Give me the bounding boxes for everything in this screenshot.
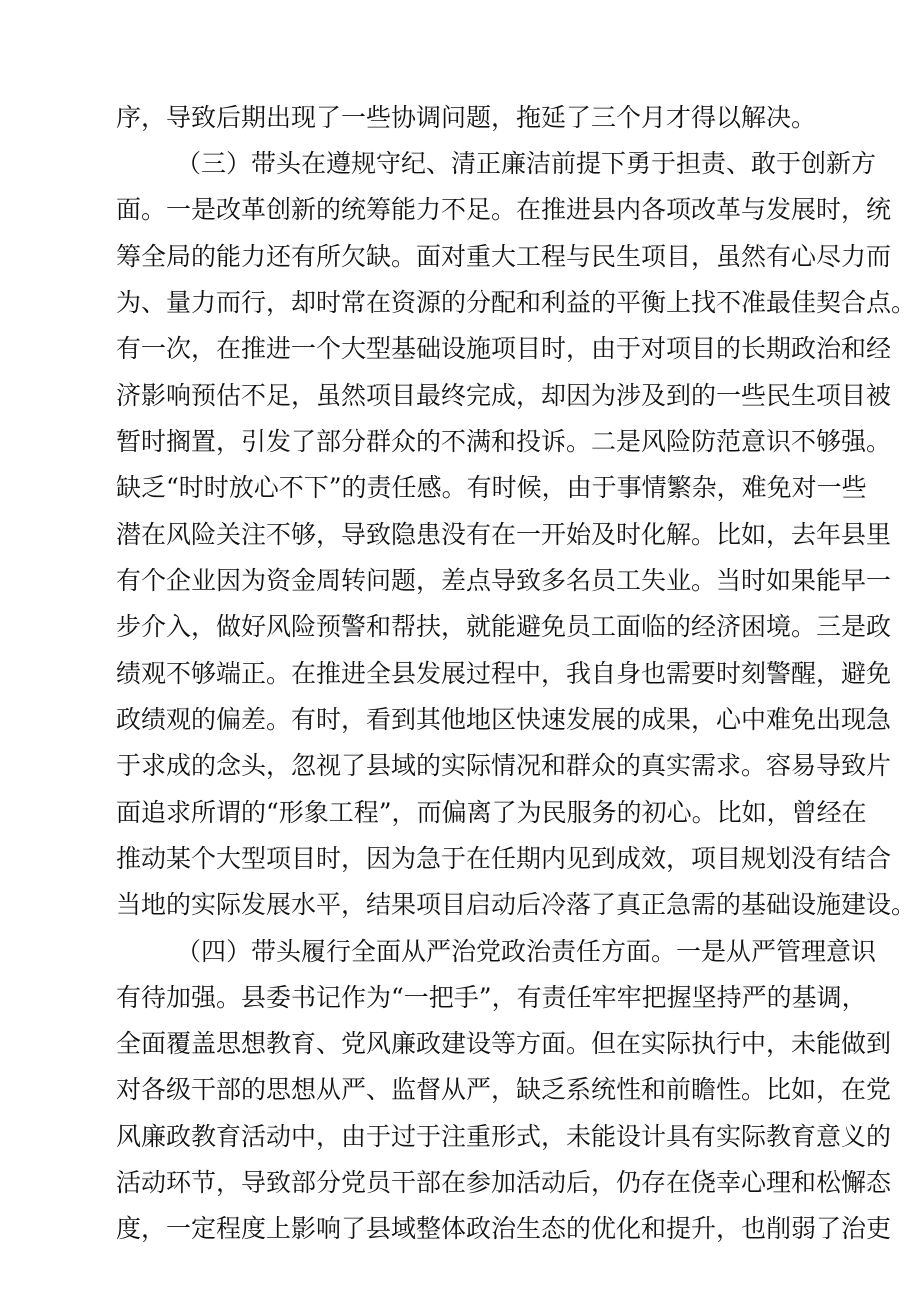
text-line: 暂时搁置，引发了部分群众的不满和投诉。二是风险防范意识不够强。 xyxy=(116,427,892,456)
text-line: 步介入，做好风险预警和帮扶，就能避免员工面临的经济困境。三是政 xyxy=(116,612,892,641)
text-line: 对各级干部的思想从严、监督从严，缺乏系统性和前瞻性。比如，在党 xyxy=(116,1075,892,1104)
text-line: 序，导致后期出现了一些协调问题，拖延了三个月才得以解决。 xyxy=(116,103,817,132)
text-line: 面。一是改革创新的统筹能力不足。在推进县内各项改革与发展时，统 xyxy=(116,195,892,224)
text-line: 政绩观的偏差。有时，看到其他地区快速发展的成果，心中难免出现急 xyxy=(116,705,892,734)
section-heading-four: （四）带头履行全面从严治党政治责任方面。一是从严管理意识 xyxy=(176,937,877,966)
section-heading-three: （三）带头在遵规守纪、清正廉洁前提下勇于担责、敢于创新方 xyxy=(176,149,877,178)
text-line: 济影响预估不足，虽然项目最终完成，却因为涉及到的一些民生项目被 xyxy=(116,381,892,410)
text-line: 有待加强。县委书记作为“一把手”，有责任牢牢把握坚持严的基调， xyxy=(116,983,867,1012)
text-line: 度，一定程度上影响了县域整体政治生态的优化和提升，也削弱了治吏 xyxy=(116,1214,892,1243)
text-line: 为、量力而行，却时常在资源的分配和利益的平衡上找不准最佳契合点。 xyxy=(116,288,917,317)
text-line: 当地的实际发展水平，结果项目启动后冷落了真正急需的基础设施建设。 xyxy=(116,890,917,919)
text-line: 有一次，在推进一个大型基础设施项目时，由于对项目的长期政治和经 xyxy=(116,334,892,363)
text-line: 潜在风险关注不够，导致隐患没有在一开始及时化解。比如，去年县里 xyxy=(116,520,892,549)
text-line: 于求成的念头，忽视了县域的实际情况和群众的真实需求。容易导致片 xyxy=(116,751,892,780)
text-line: 有个企业因为资金周转问题，差点导致多名员工失业。当时如果能早一 xyxy=(116,566,892,595)
text-line: 全面覆盖思想教育、党风廉政建设等方面。但在实际执行中，未能做到 xyxy=(116,1029,892,1058)
text-line: 绩观不够端正。在推进全县发展过程中，我自身也需要时刻警醒，避免 xyxy=(116,659,892,688)
text-line: 活动环节，导致部分党员干部在参加活动后，仍存在侥幸心理和松懈态 xyxy=(116,1168,892,1197)
text-line: 风廉政教育活动中，由于过于注重形式，未能设计具有实际教育意义的 xyxy=(116,1122,892,1151)
text-line: 推动某个大型项目时，因为急于在任期内见到成效，项目规划没有结合 xyxy=(116,844,892,873)
text-line: 筹全局的能力还有所欠缺。面对重大工程与民生项目，虽然有心尽力而 xyxy=(116,242,892,271)
text-line: 面追求所谓的“形象工程”，而偏离了为民服务的初心。比如，曾经在 xyxy=(116,798,867,827)
text-line: 缺乏“时时放心不下”的责任感。有时候，由于事情繁杂，难免对一些 xyxy=(116,473,867,502)
